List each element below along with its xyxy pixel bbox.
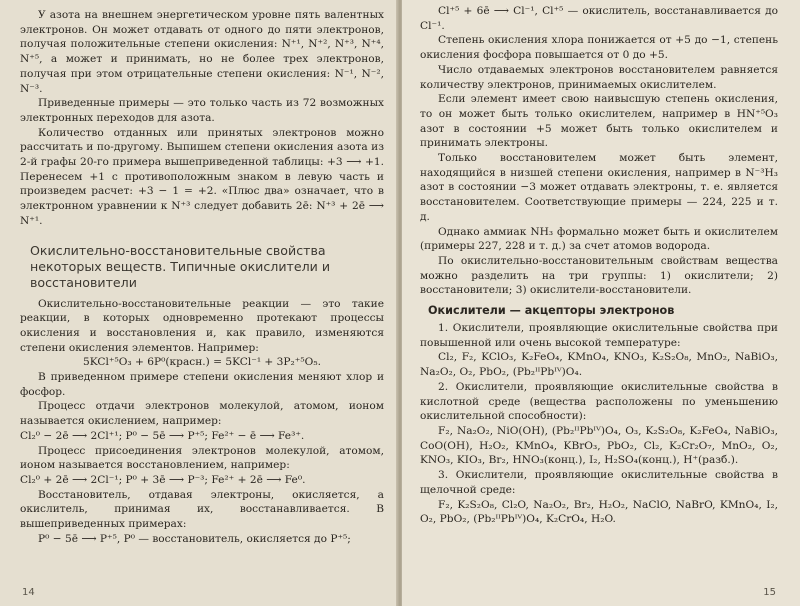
paragraph: Число отдаваемых электронов восстановителем равняется количеству электронов, принимаемых окислителем. xyxy=(420,63,778,91)
paragraph: Cl⁺⁵ + 6ē ⟶ Cl⁻¹, Cl⁺⁵ — окислитель, восстанавливается до Cl⁻¹. xyxy=(420,5,778,32)
paragraph: Окислительно-восстановительные реакции — это такие реакции, в которых одновременно протекают процессы окисления и восстановления и, как правило, изменяются степени окисления элементов. Например: xyxy=(20,297,384,354)
paragraph: 2. Окислители, проявляющие окислительные свойства в кислотной среде (вещества расположены по уменьшению окислительной способности): xyxy=(420,380,778,423)
equation: 5KCl⁺⁵O₃ + 6P⁰(красн.) = 5KCl⁻¹ + 3P₂⁺⁵O₅. xyxy=(83,356,321,369)
page-number: 14 xyxy=(22,587,35,598)
paragraph: P⁰ − 5ē ⟶ P⁺⁵, P⁰ — восстановитель, окисляется до P⁺⁵; xyxy=(38,532,351,545)
paragraph: 3. Окислители, проявляющие окислительные свойства в щелочной среде: xyxy=(420,469,778,496)
paragraph: Если элемент имеет свою наивысшую степень окисления, то он может быть только окислителем, например в HN⁺⁵O₃ азот в состоянии +5 может быть только окислителем и принимать электроны. xyxy=(420,93,778,150)
paragraph: Процесс присоединения электронов молекулой, атомом, ионом называется восстановлением, например: xyxy=(20,444,384,472)
paragraph: В приведенном примере степени окисления меняют хлор и фосфор. xyxy=(20,371,384,398)
paragraph: 1. Окислители, проявляющие окислительные свойства при повышенной или очень высокой температуре: xyxy=(420,322,778,349)
page-number: 15 xyxy=(763,587,776,598)
paragraph: Количество отданных или принятых электронов можно рассчитать и по-другому. Выпишем степени окисления азота из 2-й графы 20-го примера вышеприведенной таблицы: +3 ⟶ +1. Перенесем +1 с противоположным знаком в левую часть и произведем расчет: +3 − 1 = +2. «Плюс два» означает, что в электронном уравнении к N⁺³ следует добавить 2ē: N⁺³ + 2ē ⟶ N⁺¹. xyxy=(20,126,384,227)
paragraph: У азота на внешнем энергетическом уровне пять валентных электронов. Он может отдавать от одного до пяти электронов, получая положительные степени окисления: N⁺¹, N⁺², N⁺³, N⁺⁴, N⁺⁵, а может и принимать, но не более трех электронов, получая при этом отрицательные степени окисления: N⁻¹, N⁻², N⁻³. xyxy=(20,9,384,95)
paragraph: Однако аммиак NH₃ формально может быть и окислителем (примеры 227, 228 и т. д.) за счет атомов водорода. xyxy=(420,225,778,253)
left-page xyxy=(0,0,398,606)
formula-list: Cl₂, F₂, KClO₃, K₂FeO₄, KMnO₄, KNO₃, K₂S₂O₈, MnO₂, NaBiO₃, Na₂O₂, O₂, PbO₂, (Pb₂ᴵᴵPbᴵⱽ)O₄. xyxy=(420,351,778,379)
subsection-heading: Окислители — акцепторы электронов xyxy=(428,304,675,318)
paragraph: Восстановитель, отдавая электроны, окисляется, а окислитель, принимая их, восстанавливается. В вышеприведенных примерах: xyxy=(20,488,384,531)
formula-list: F₂, K₂S₂O₈, Cl₂O, Na₂O₂, Br₂, H₂O₂, NaClO, NaBrO, KMnO₄, I₂, O₂, PbO₂, (Pb₂ᴵᴵPbᴵⱽ)O₄, K₂CrO₄, H₂O. xyxy=(420,498,778,526)
paragraph: Степень окисления хлора понижается от +5 до −1, степень окисления фосфора повышается от 0 до +5. xyxy=(420,34,778,62)
paragraph: Процесс отдачи электронов молекулой, атомом, ионом называется окислением, например: xyxy=(20,400,384,428)
formula-list: F₂, Na₂O₂, NiO(OH), (Pb₂ᴵᴵPbᴵⱽ)O₄, O₃, K₂S₂O₈, K₂FeO₄, NaBiO₃, CoO(OH), H₂O₂, KMnO₄, KBrO₃, PbO₂, Cl₂, K₂Cr₂O₇, MnO₂, O₂, KNO₃, KIO₃, Br₂, HNO₃(конц.), I₂, H₂SO₄(конц.), H⁺(разб.). xyxy=(420,424,778,467)
equation: Cl₂⁰ + 2ē ⟶ 2Cl⁻¹; P⁰ + 3ē ⟶ P⁻³; Fe²⁺ + 2ē ⟶ Fe⁰. xyxy=(20,473,306,486)
section-heading: Окислительно-восстановительные свойства некоторых веществ. Типичные окислители и восстановители xyxy=(30,242,331,290)
equation: Cl₂⁰ − 2ē ⟶ 2Cl⁺¹; P⁰ − 5ē ⟶ P⁺⁵; Fe²⁺ − ē ⟶ Fe³⁺. xyxy=(20,429,305,442)
paragraph: Приведенные примеры — это только часть из 72 возможных электронных переходов для азота. xyxy=(20,97,384,124)
paragraph: По окислительно-восстановительным свойствам вещества можно разделить на три группы: 1) окислители; 2) восстановители; 3) окислители-восстановители. xyxy=(420,254,778,297)
right-page xyxy=(402,0,800,606)
paragraph: Только восстановителем может быть элемент, находящийся в низшей степени окисления, например в N⁻³H₃ азот в состоянии −3 может отдавать электроны, т. е. является восстановителем. Соответствующие примеры — 224, 225 и т. д. xyxy=(420,152,778,223)
